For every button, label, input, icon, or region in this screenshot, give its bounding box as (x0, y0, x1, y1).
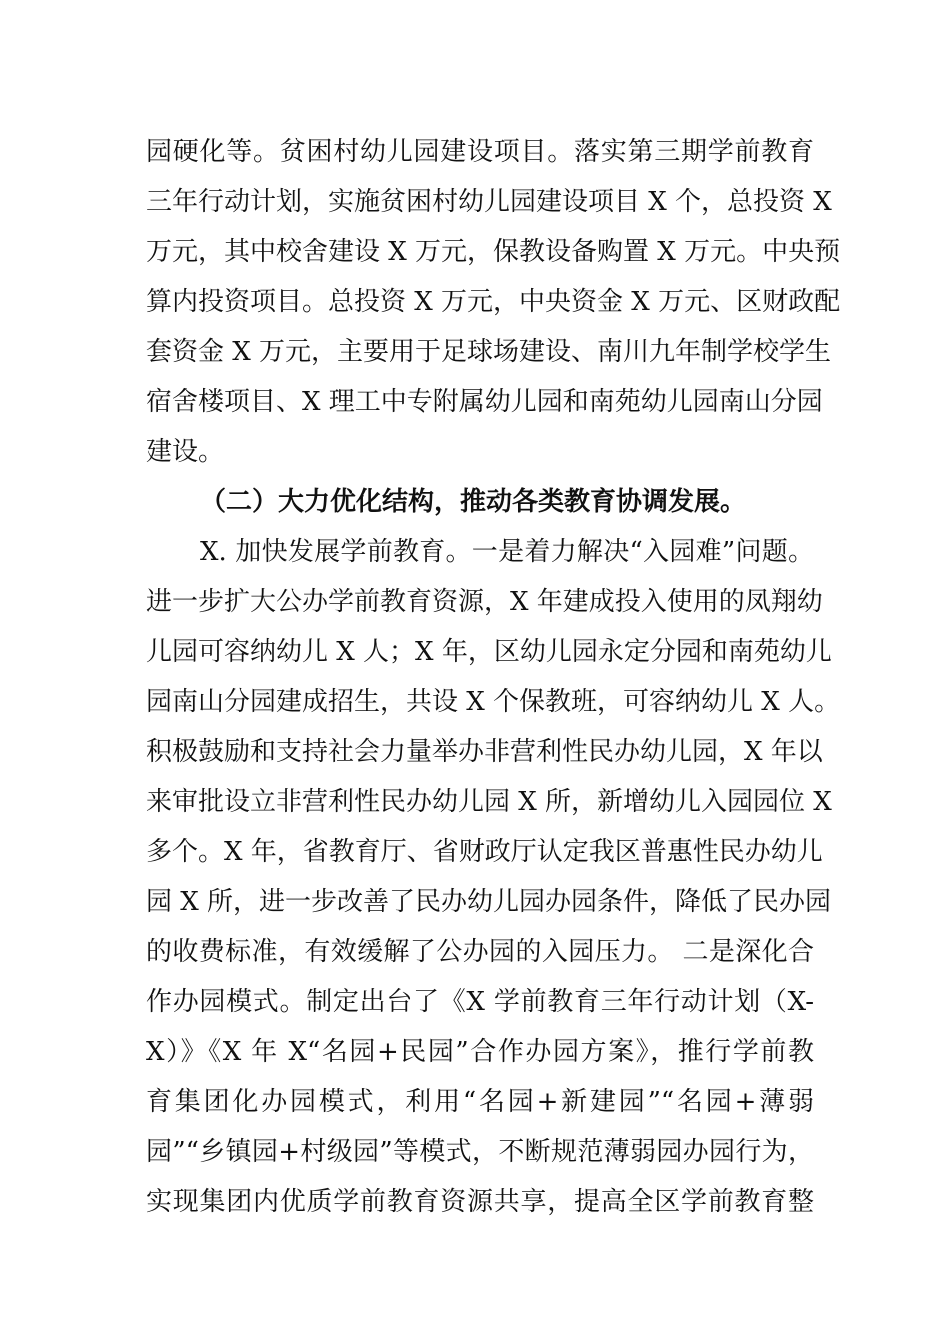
paragraph-line: 园南山分园建成招生，共设 X 个保教班，可容纳幼儿 X 人。 (146, 687, 841, 717)
paragraph-line: 作办园模式。制定出台了《X 学前教育三年行动计划（X- (146, 987, 814, 1017)
section-heading: （二）大力优化结构，推动各类教育协调发展。 (200, 487, 747, 517)
paragraph-line: 万元，其中校舍建设 X 万元，保教设备购置 X 万元。中央预 (146, 237, 841, 267)
paragraph-line: 园 X 所，进一步改善了民办幼儿园办园条件，降低了民办园 (146, 887, 832, 917)
paragraph-line: 建设。 (146, 437, 225, 467)
paragraph-line: 进一步扩大公办学前教育资源，X 年建成投入使用的凤翔幼 (146, 587, 823, 617)
paragraph-line: 多个。X 年，省教育厅、省财政厅认定我区普惠性民办幼儿 (146, 837, 823, 867)
paragraph-line: 园”“乡镇园+村级园”等模式，不断规范薄弱园办园行为， (146, 1137, 814, 1167)
paragraph-line: 育集团化办园模式，利用“名园+新建园”“名园+薄弱 (146, 1087, 814, 1117)
paragraph-line: 三年行动计划，实施贫困村幼儿园建设项目 X 个，总投资 X (146, 187, 832, 217)
paragraph-line: 儿园可容纳幼儿 X 人；X 年，区幼儿园永定分园和南苑幼儿 (146, 637, 832, 667)
paragraph-line: 园硬化等。贫困村幼儿园建设项目。落实第三期学前教育 (146, 137, 814, 167)
paragraph-line: 算内投资项目。总投资 X 万元，中央资金 X 万元、区财政配 (146, 287, 841, 317)
paragraph-line: 来审批设立非营利性民办幼儿园 X 所，新增幼儿入园园位 X (146, 787, 832, 817)
paragraph-line: X）》《X 年 X“名园+民园”合作办园方案》，推行学前教 (146, 1037, 814, 1067)
paragraph-line: 的收费标准，有效缓解了公办园的入园压力。 二是深化合 (146, 937, 814, 967)
paragraph-line: 宿舍楼项目、X 理工中专附属幼儿园和南苑幼儿园南山分园 (146, 387, 823, 417)
paragraph-line: X. 加快发展学前教育。一是着力解决“入园难”问题。 (200, 537, 814, 567)
paragraph-line: 实现集团内优质学前教育资源共享，提高全区学前教育整 (146, 1187, 814, 1217)
paragraph-line: 套资金 X 万元，主要用于足球场建设、南川九年制学校学生 (146, 337, 832, 367)
paragraph-line: 积极鼓励和支持社会力量举办非营利性民办幼儿园，X 年以 (146, 737, 823, 767)
